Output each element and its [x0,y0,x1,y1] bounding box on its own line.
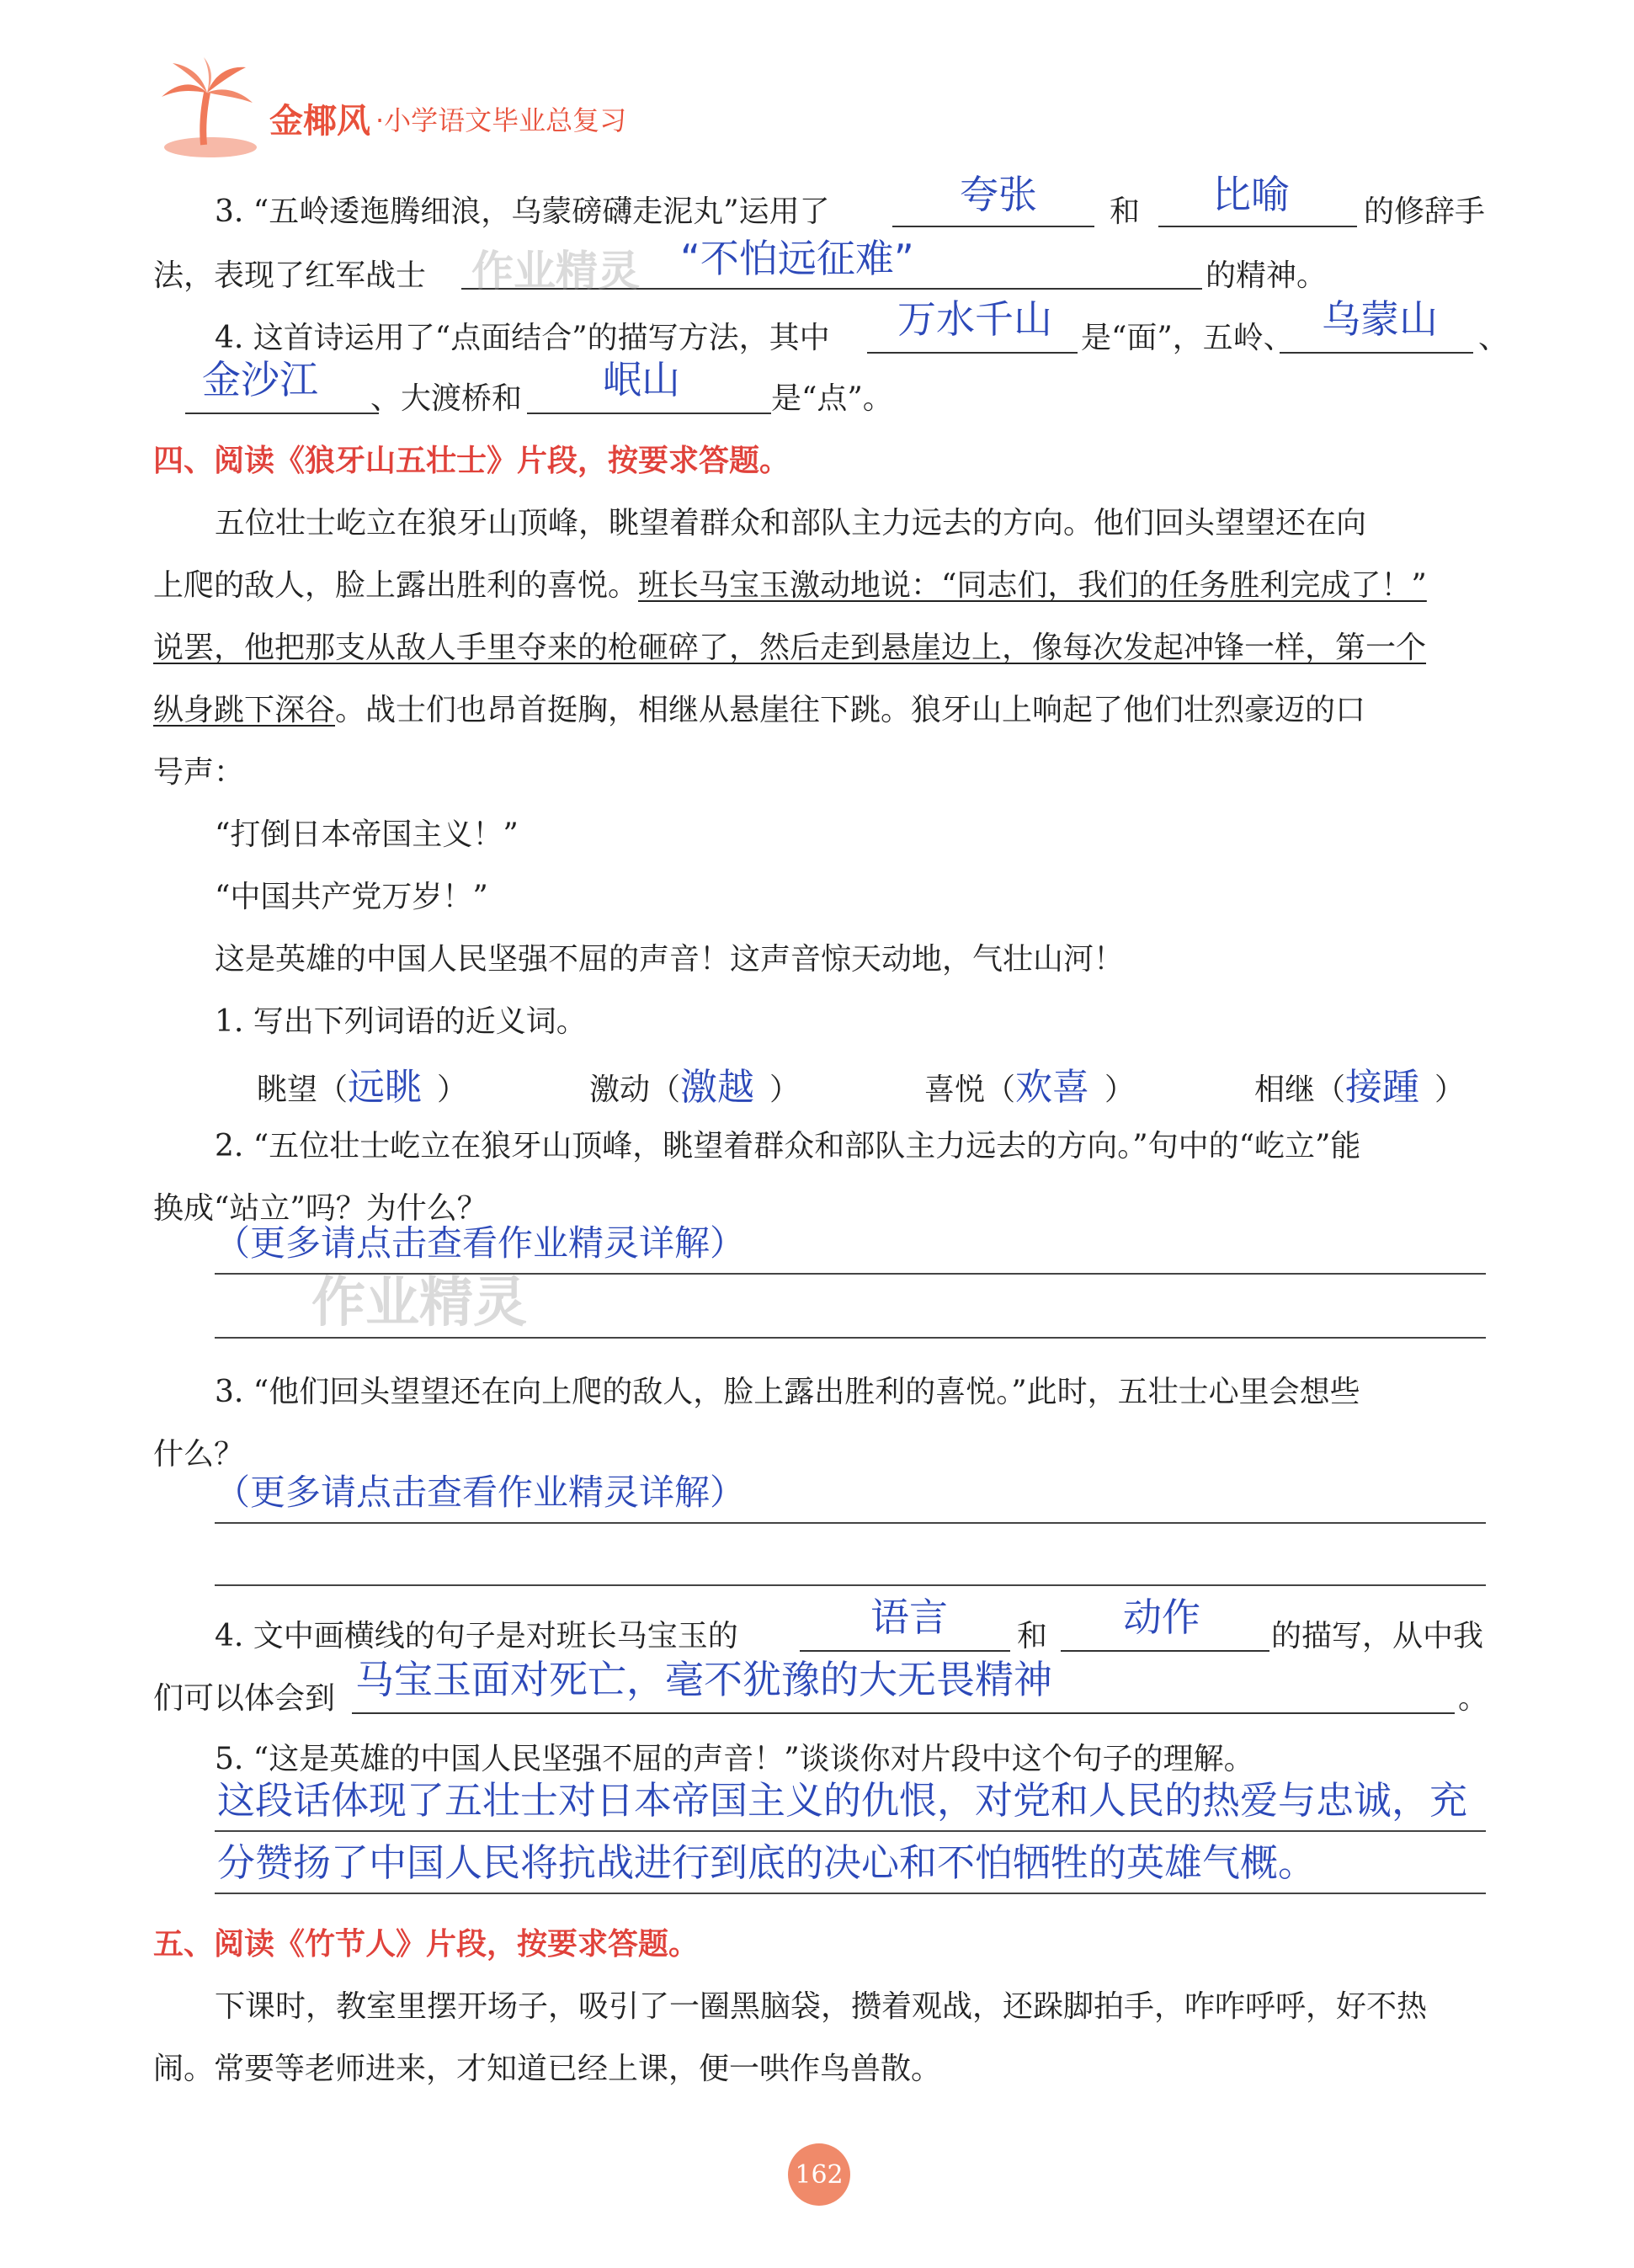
page-number: 162 [795,2160,844,2190]
synonym-close-4: ） [1434,1073,1466,1107]
s4-q3-line-1: 3. “他们回头望望还在向上爬的敌人，脸上露出胜利的喜悦。”此时，五壮士心里会想些 [215,1375,1360,1409]
section4-heading: 四、阅读《狼牙山五壮士》片段，按要求答题。 [153,444,790,478]
synonym-answer-4: 接踵 [1345,1066,1420,1109]
slogan-2: “中国共产党万岁！” [215,880,488,914]
header [143,51,732,168]
synonym-word-4: 相继（ [1254,1073,1346,1107]
q4-part3: 、 [1478,321,1509,355]
page-number-badge [788,2143,850,2206]
synonym-item-4 [1254,1066,1466,1109]
s4-q4-blank1 [800,1650,1010,1652]
q4-blank3 [185,413,379,414]
passage-line-5: 号声： [153,755,245,790]
synonym-close-1: ） [437,1073,468,1107]
passage-line-2a: 上爬的敌人，脸上露出胜利的喜悦。 [153,568,639,603]
s4-q4-answer1: 语言 [870,1595,948,1640]
s4-q5-answer-line-1: 这段话体现了五壮士对日本帝国主义的仇恨，对党和人民的热爱与忠诚，充 [217,1778,1468,1823]
q3-part3: 的修辞手 [1364,194,1486,229]
q3-answer1: 夸张 [960,172,1037,217]
s4-q4-part1: 4. 文中画横线的句子是对班长马宝玉的 [215,1619,738,1653]
s4-q5-prompt: 5. “这是英雄的中国人民坚强不屈的声音！”谈谈你对片段中这个句子的理解。 [215,1742,1254,1776]
q4-answer2: 乌蒙山 [1322,296,1438,342]
s4-q5-rule-2 [215,1893,1486,1894]
s4-q4-part2: 和 [1017,1619,1048,1653]
underlined-sentence-3: 纵身跳下深谷 [153,693,336,727]
q4-answer4: 岷山 [603,357,680,402]
palm-tree-logo [152,51,261,160]
q3-blank1 [892,226,1094,227]
watermark-2: 作业精灵 [471,247,640,295]
q3-part5: 的精神。 [1206,258,1328,293]
synonym-item-2 [589,1066,801,1109]
passage-para-2: 这是英雄的中国人民坚强不屈的声音！这声音惊天动地，气壮山河！ [215,942,1125,977]
section5-heading: 五、阅读《竹节人》片段，按要求答题。 [153,1927,700,1962]
q4-part1: 4. 这首诗运用了“点面结合”的描写方法，其中 [215,321,830,355]
watermark-1: 作业精灵 [311,1272,527,1334]
brand-name: 金椰风 [269,102,370,141]
passage-line-1: 五位壮士屹立在狼牙山顶峰，眺望着群众和部队主力远去的方向。他们回头望望还在向 [215,506,1367,540]
q4-part5: 是“点”。 [771,381,893,416]
q3-part1: 3. “五岭逶迤腾细浪，乌蒙磅礴走泥丸”运用了 [215,194,830,229]
s4-q4-answer3: 马宝玉面对死亡，毫不犹豫的大无畏精神 [355,1657,1052,1702]
synonym-close-3: ） [1104,1073,1136,1107]
s4-q2-line-1: 2. “五位壮士屹立在狼牙山顶峰，眺望着群众和部队主力远去的方向。”句中的“屹立”能 [215,1129,1361,1163]
q4-answer3: 金沙江 [202,357,318,402]
q4-blank2 [1280,352,1473,354]
section5-line-2: 闹。常要等老师进来，才知道已经上课，便一哄作鸟兽散。 [153,2052,942,2086]
passage-line-4b: 。战士们也昂首挺胸，相继从悬崖往下跳。狼牙山上响起了他们壮烈豪迈的口 [335,693,1366,727]
q3-part4: 法，表现了红军战士 [153,258,427,293]
q3-answer2: 比喻 [1212,172,1290,217]
synonym-word-2: 激动（ [589,1073,681,1107]
q3-blank2 [1158,226,1357,227]
s4-q4-blank2 [1061,1650,1269,1652]
s4-q1-prompt: 1. 写出下列词语的近义词。 [215,1004,587,1039]
synonym-word-1: 眺望（ [257,1073,349,1107]
s4-q2-answer-line-2 [215,1337,1486,1339]
section5-line-1: 下课时，教室里摆开场子，吸引了一圈黑脑袋，攒着观战，还跺脚拍手，咋咋呼呼，好不热 [215,1989,1428,2024]
synonym-answer-3: 欢喜 [1015,1066,1090,1109]
synonym-close-2: ） [769,1073,801,1107]
q4-answer1: 万水千山 [897,296,1052,342]
s4-q5-answer-line-2: 分赞扬了中国人民将抗战进行到底的决心和不怕牺牲的英雄气概。 [217,1840,1317,1885]
synonym-answer-1: 远眺 [348,1066,423,1109]
q4-part4: 、大渡桥和 [370,381,523,416]
s4-q3-answer-line-1 [215,1522,1486,1524]
s4-q5-rule-1 [215,1830,1486,1832]
synonym-item-3 [924,1066,1136,1109]
s4-q3-answer[interactable]: （更多请点击查看作业精灵详解） [215,1472,746,1513]
s4-q3-answer-line-2 [215,1584,1486,1586]
q3-part2: 和 [1110,194,1141,229]
s4-q4-blank3 [352,1712,1455,1714]
s4-q3-line-2: 什么？ [153,1437,245,1472]
s4-q4-answer2: 动作 [1123,1595,1200,1640]
s4-q2-answer[interactable]: （更多请点击查看作业精灵详解） [215,1222,746,1264]
slogan-1: “打倒日本帝国主义！” [215,817,519,852]
synonym-item-1 [257,1066,468,1109]
s4-q2-line-2: 换成“站立”吗？为什么？ [153,1191,487,1226]
q4-part2: 是“面”，五岭、 [1081,321,1294,355]
underlined-sentence-2: 说罢，他把那支从敌人手里夺来的枪砸碎了，然后走到悬崖边上，像每次发起冲锋一样，第一个 [153,631,1427,665]
s4-q4-part5: 。 [1458,1681,1489,1716]
underlined-sentence-1: 班长马宝玉激动地说：“同志们，我们的任务胜利完成了！” [638,568,1427,603]
book-subtitle: ·小学语文毕业总复习 [375,104,627,136]
s4-q4-part3: 的描写，从中我 [1271,1619,1484,1653]
synonym-answer-2: 激越 [680,1066,755,1109]
synonym-word-3: 喜悦（ [924,1073,1016,1107]
passage-line-4 [153,695,1365,726]
q4-blank4 [527,413,771,414]
s4-q4-part4: 们可以体会到 [153,1681,336,1716]
passage-line-2 [153,568,1427,603]
q4-blank1 [867,352,1078,354]
q3-answer3: “不怕远征难” [680,236,914,281]
